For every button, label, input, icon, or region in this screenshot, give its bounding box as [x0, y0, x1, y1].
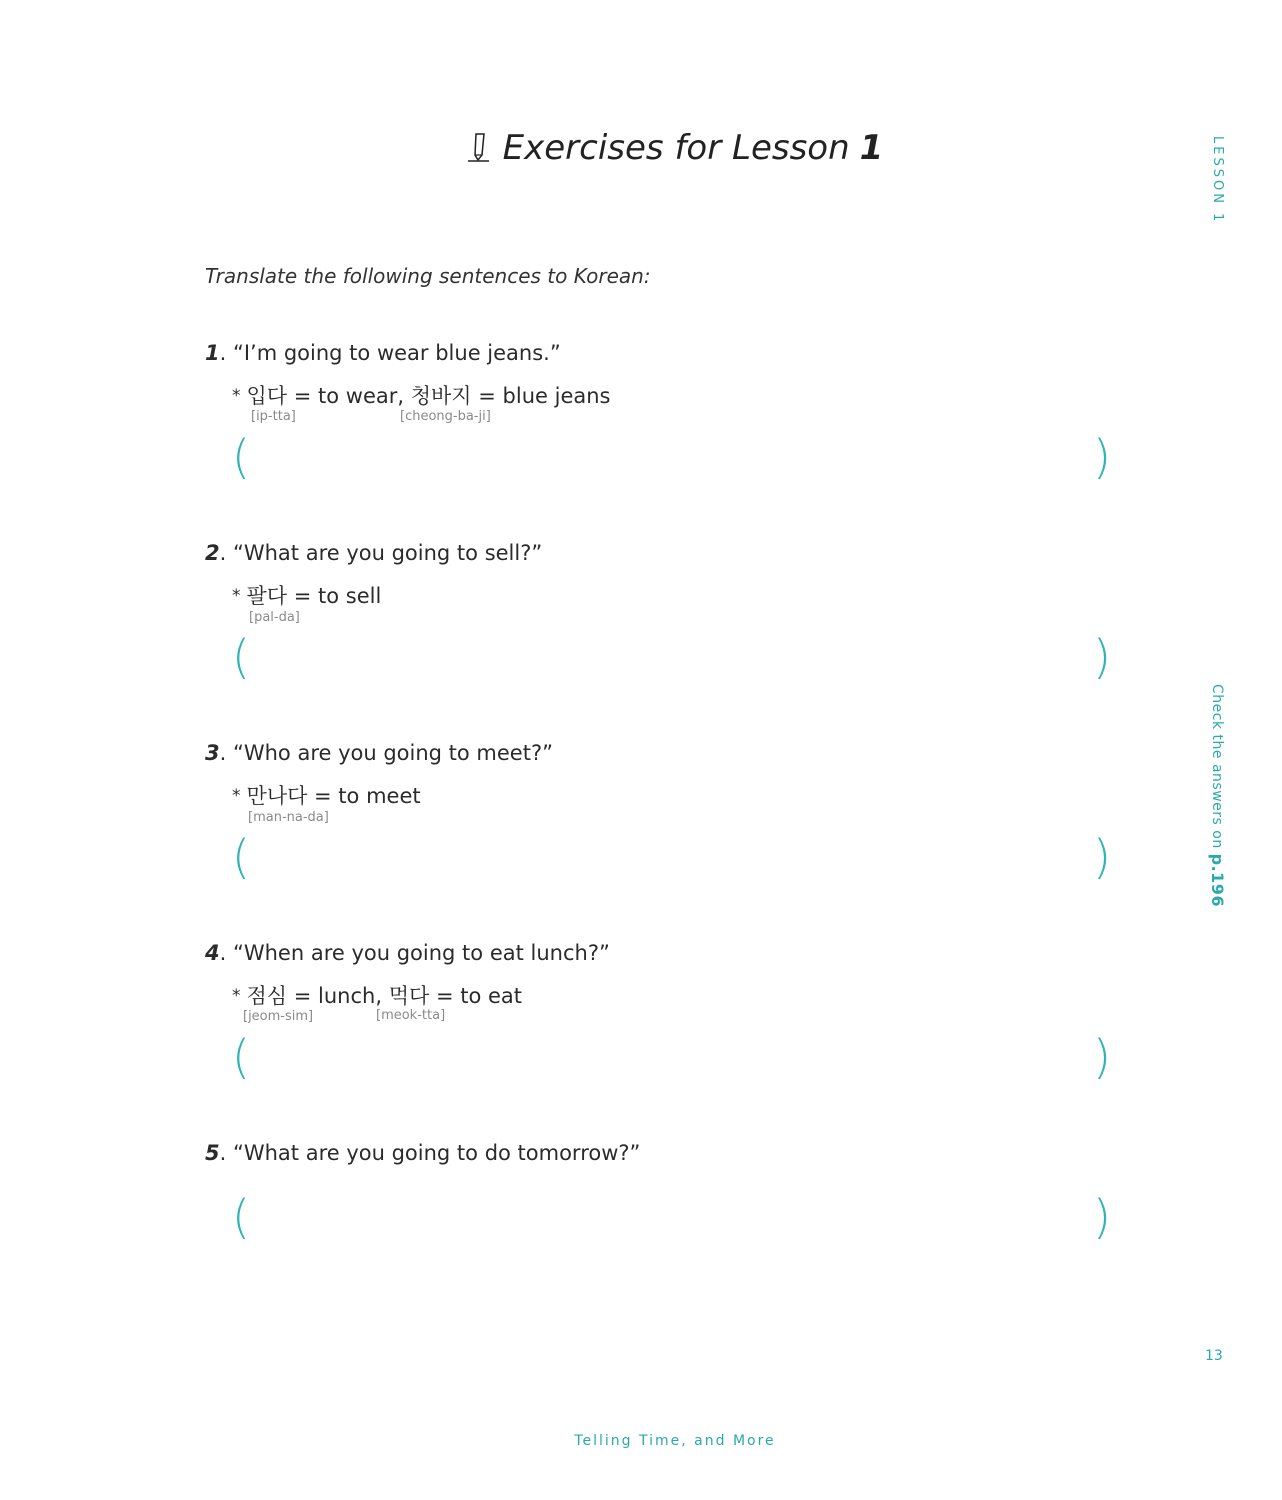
answer-open-bracket: ( [232, 830, 250, 884]
answer-close-bracket: ) [1093, 630, 1111, 684]
running-footer: Telling Time, and More [574, 1433, 776, 1449]
answer-open-bracket: ( [232, 430, 250, 484]
exercise-2-question: 2. “What are you going to sell?” [205, 541, 543, 565]
exercise-2-hint: * 팔다 = to sell [232, 584, 382, 608]
side-lesson-label: LESSON 1 [1210, 136, 1225, 225]
exercise-3-question: 3. “Who are you going to meet?” [205, 741, 553, 765]
answer-close-bracket: ) [1093, 1030, 1111, 1084]
answer-close-bracket: ) [1093, 830, 1111, 884]
answer-open-bracket: ( [232, 1190, 250, 1244]
exercise-4-hint: * 점심 = lunch, 먹다 = to eat [232, 984, 522, 1008]
answer-open-bracket: ( [232, 630, 250, 684]
page-number: 13 [1205, 1348, 1223, 1364]
exercise-3-hint: * 만나다 = to meet [232, 784, 421, 808]
romanization: [cheong-ba-ji] [400, 409, 491, 424]
lesson-number: 1 [859, 128, 884, 168]
answer-close-bracket: ) [1093, 1190, 1111, 1244]
instruction: Translate the following sentences to Korean: [205, 264, 651, 288]
side-answers-note: Check the answers on p.196 [1208, 684, 1227, 908]
answer-open-bracket: ( [232, 1030, 250, 1084]
romanization: [ip-tta] [251, 409, 296, 424]
exercise-1-question: 1. “I’m going to wear blue jeans.” [205, 341, 561, 365]
romanization: [jeom-sim] [243, 1009, 314, 1024]
romanization: [man-na-da] [248, 810, 329, 825]
pencil-icon [467, 131, 493, 163]
exercise-4-question: 4. “When are you going to eat lunch?” [205, 941, 610, 965]
romanization: [meok-tta] [376, 1008, 446, 1023]
answer-close-bracket: ) [1093, 430, 1111, 484]
exercise-1-hint: * 입다 = to wear, 청바지 = blue jeans [232, 384, 611, 408]
romanization: [pal-da] [249, 610, 300, 625]
answers-page-ref: p.196 [1208, 853, 1227, 908]
exercise-5-question: 5. “What are you going to do tomorrow?” [205, 1141, 641, 1165]
title-text: Exercises for Lesson [502, 128, 850, 168]
page-title [0, 128, 1282, 168]
